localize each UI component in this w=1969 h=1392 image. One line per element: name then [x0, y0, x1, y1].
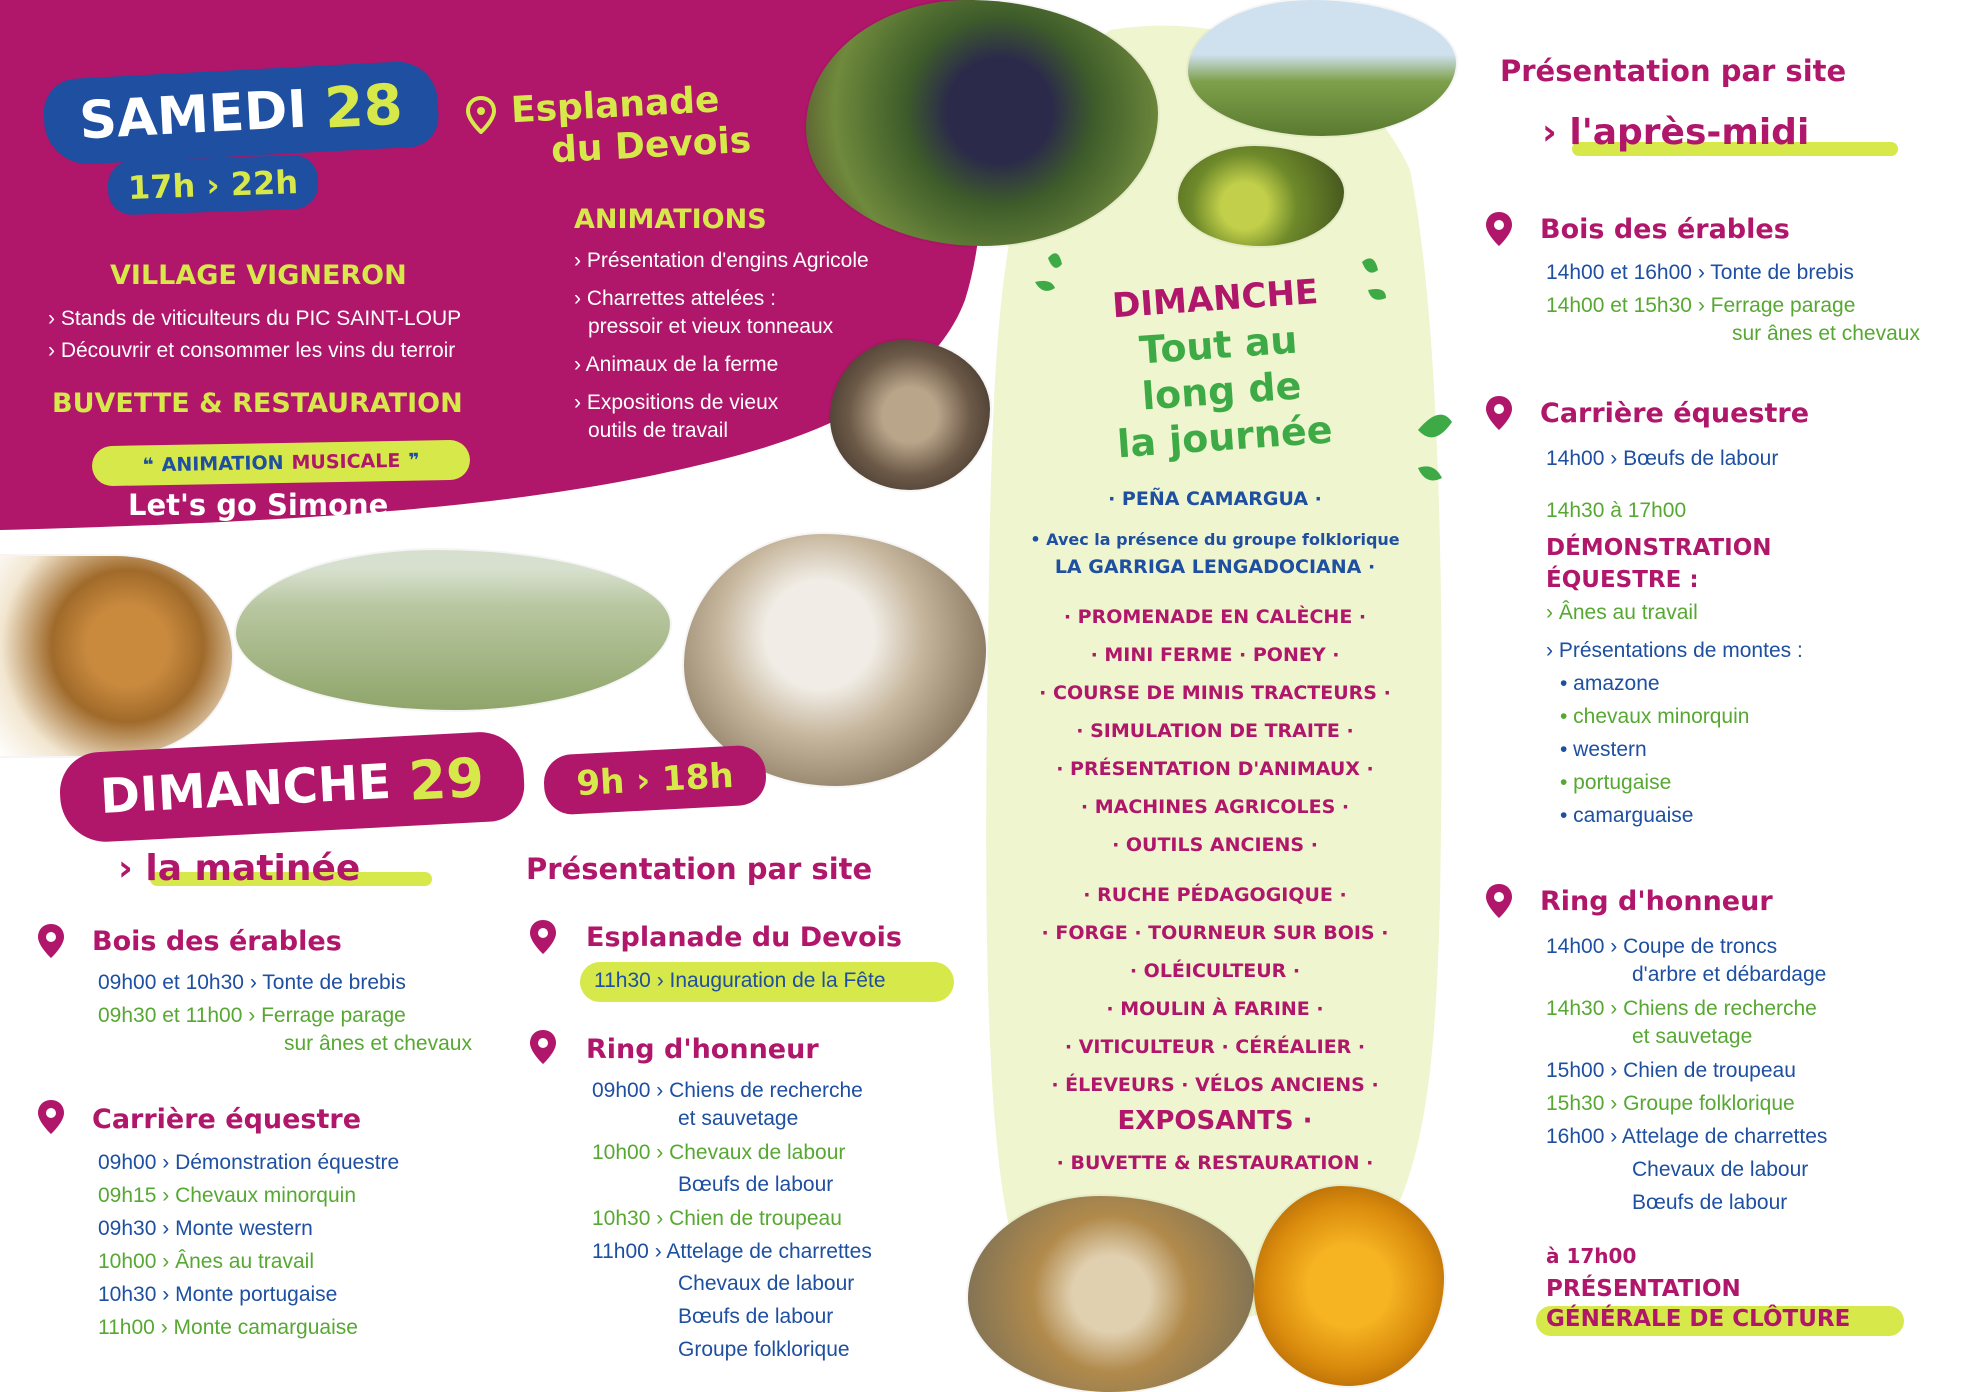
location-pin-icon	[528, 1028, 558, 1066]
center-title-line1: DIMANCHE	[1110, 272, 1320, 327]
time: 10h00	[98, 1250, 157, 1273]
center-item-15: · BUVETTE & RESTAURATION ·	[1056, 1152, 1374, 1174]
time: 11h30	[594, 969, 651, 992]
location-pin-icon	[528, 918, 558, 956]
middle-site-2-line-1	[592, 1078, 863, 1104]
pena-camargua: · PEÑA CAMARGUA ·	[1108, 488, 1322, 510]
demo-item-2: › Présentations de montes :	[1546, 639, 1803, 662]
time: 09h30 et 11h00	[98, 1004, 243, 1027]
buvette-title: BUVETTE & RESTAURATION	[52, 388, 463, 419]
time: 14h00	[1546, 935, 1605, 958]
matinee-site-1-line-2	[98, 1003, 406, 1029]
center-item-2: · MINI FERME · PONEY ·	[1090, 644, 1340, 666]
center-item-13: · ÉLEVEURS · VÉLOS ANCIENS ·	[1051, 1074, 1379, 1096]
text: › Tonte de brebis	[1697, 261, 1854, 284]
time: 09h15	[98, 1184, 157, 1207]
afternoon-ring-name: Ring d'honneur	[1540, 886, 1773, 917]
text: et sauvetage	[1632, 1025, 1753, 1048]
presence-note: • Avec la présence du groupe folklorique	[1030, 530, 1400, 549]
afternoon-carriere-name: Carrière équestre	[1540, 398, 1810, 429]
monte-3: • western	[1560, 738, 1647, 761]
middle-site-2-line-6	[592, 1239, 872, 1265]
closing-line2: GÉNÉRALE DE CLÔTURE	[1546, 1306, 1851, 1332]
matinee-site-2-line-2	[98, 1183, 356, 1209]
time: 09h00	[592, 1079, 651, 1102]
right-presentation-title: Présentation par site	[1500, 54, 1847, 88]
text: et sauvetage	[678, 1107, 799, 1130]
center-title-line2: Tout au	[1137, 317, 1299, 373]
monte-5: • camarguaise	[1560, 804, 1694, 827]
village-item-1: › Stands de viticulteurs du PIC SAINT-LOUP	[48, 307, 462, 330]
time: 09h30	[98, 1217, 157, 1240]
text: › Groupe folklorique	[1610, 1092, 1795, 1115]
sunday-hours-badge	[543, 744, 768, 816]
time: 15h30	[1546, 1092, 1605, 1115]
afternoon-ring-line-4	[1632, 1024, 1752, 1050]
center-item-1: · PROMENADE EN CALÈCHE ·	[1063, 606, 1367, 628]
text: Chevaux de labour	[678, 1272, 855, 1295]
text: › Monte camarguaise	[160, 1316, 358, 1339]
matinee-site-2-line-5	[98, 1282, 337, 1308]
time: 14h00	[1546, 447, 1605, 470]
demo-title	[1546, 532, 1772, 596]
demo-title-line1: DÉMONSTRATION	[1546, 535, 1772, 561]
matinee-site-1-name: Bois des érables	[92, 926, 342, 957]
music-badge	[92, 440, 471, 487]
text: Bœufs de labour	[1632, 1191, 1788, 1214]
monte-4: • portugaise	[1560, 771, 1672, 794]
center-item-14: EXPOSANTS ·	[1117, 1106, 1313, 1136]
animation-item-1: › Présentation d'engins Agricole	[574, 249, 869, 272]
time: 09h00 et 10h30	[98, 971, 244, 994]
time: 14h00 et 15h30	[1546, 294, 1692, 317]
time: 11h00	[98, 1316, 155, 1339]
text: Chevaux de labour	[1632, 1158, 1809, 1181]
afternoon-bois-line-3	[1732, 321, 1920, 347]
animation-item-5: › Expositions de vieux	[574, 391, 779, 414]
text: Bœufs de labour	[678, 1305, 834, 1328]
afternoon-carriere-line-1	[1546, 446, 1778, 472]
garriga-group: LA GARRIGA LENGADOCIANA ·	[1054, 556, 1376, 578]
center-item-9: · FORGE · TOURNEUR SUR BOIS ·	[1041, 922, 1389, 944]
quote-close-icon: ❞	[408, 449, 420, 472]
monte-2: • chevaux minorquin	[1560, 705, 1750, 728]
center-item-11: · MOULIN À FARINE ·	[1106, 998, 1324, 1020]
animations-title: ANIMATIONS	[574, 204, 767, 235]
middle-site-2-line-4	[678, 1172, 833, 1198]
afternoon-ring-line-2	[1632, 962, 1826, 988]
afternoon-bois-line-1	[1546, 260, 1854, 286]
text: › Chevaux minorquin	[162, 1184, 357, 1207]
middle-site-2-line-3	[592, 1140, 845, 1166]
afternoon-ring-line-7	[1546, 1124, 1827, 1150]
center-title	[1054, 265, 1386, 471]
closing-time: à 17h00	[1546, 1244, 1637, 1268]
text: › Chien de troupeau	[656, 1207, 842, 1230]
text: › Monte portugaise	[162, 1283, 338, 1306]
monte-1: • amazone	[1560, 672, 1660, 695]
center-item-8: · RUCHE PÉDAGOGIQUE ·	[1083, 884, 1347, 906]
demo-item-1: › Ânes au travail	[1546, 601, 1698, 624]
time: 11h00	[592, 1240, 649, 1263]
text: sur ânes et chevaux	[284, 1032, 472, 1055]
middle-site-2-line-5	[592, 1206, 842, 1232]
text: › Chiens de recherche	[656, 1079, 863, 1102]
text: › Chiens de recherche	[1610, 997, 1817, 1020]
text: › Chien de troupeau	[1610, 1059, 1796, 1082]
middle-site-1-name: Esplanade du Devois	[586, 922, 902, 953]
text: › Ferrage parage	[248, 1004, 406, 1027]
text: › Ferrage parage	[1697, 294, 1856, 317]
text: › Monte western	[162, 1217, 313, 1240]
music-badge-part2: MUSICALE	[291, 449, 401, 474]
animation-item-4: › Animaux de la ferme	[574, 353, 779, 376]
saturday-day: SAMEDI	[77, 79, 309, 152]
time: 10h30	[592, 1207, 651, 1230]
text: › Attelage de charrettes	[654, 1240, 872, 1263]
afternoon-ring-line-3	[1546, 996, 1817, 1022]
location-pin-icon	[466, 96, 496, 134]
saturday-location-line2: du Devois	[550, 119, 753, 172]
text: d'arbre et débardage	[1632, 963, 1827, 986]
quote-open-icon: ❝	[142, 454, 154, 477]
time: 10h30	[98, 1283, 157, 1306]
matinee-site-2-line-4	[98, 1249, 314, 1275]
middle-site-2-line-9	[678, 1337, 850, 1363]
location-pin-icon	[1484, 882, 1514, 920]
center-item-7: · OUTILS ANCIENS ·	[1112, 834, 1318, 856]
time: 16h00	[1546, 1125, 1605, 1148]
center-item-4: · SIMULATION DE TRAITE ·	[1076, 720, 1354, 742]
saturday-location	[510, 78, 752, 174]
location-pin-icon	[1484, 210, 1514, 248]
center-item-12: · VITICULTEUR · CÉRÉALIER ·	[1064, 1036, 1366, 1058]
sunday-day: DIMANCHE	[98, 753, 393, 826]
center-title-line3: long de	[1140, 363, 1303, 419]
center-item-5: · PRÉSENTATION D'ANIMAUX ·	[1056, 758, 1374, 780]
afternoon-ring-line-8	[1632, 1157, 1808, 1183]
afternoon-ring-line-5	[1546, 1058, 1796, 1084]
village-item-2: › Découvrir et consommer les vins du terroir	[48, 339, 456, 362]
saturday-location-line1: Esplanade	[509, 79, 721, 132]
sunday-hours: 9h › 18h	[575, 755, 735, 805]
apres-midi-title: › l'après-midi	[1542, 112, 1810, 153]
center-item-6: · MACHINES AGRICOLES ·	[1080, 796, 1350, 818]
grain-photo	[0, 556, 232, 756]
matinee-site-1-line-1	[98, 970, 406, 996]
animation-item-2: › Charrettes attelées :	[574, 287, 776, 310]
center-item-10: · OLÉICULTEUR ·	[1129, 960, 1301, 982]
time: 14h00 et 16h00	[1546, 261, 1692, 284]
demo-title-line2: ÉQUESTRE :	[1546, 567, 1699, 593]
demo-time: 14h30 à 17h00	[1546, 499, 1687, 522]
closing-line1: PRÉSENTATION	[1546, 1276, 1741, 1302]
matinee-site-2-line-1	[98, 1150, 399, 1176]
text: › Chevaux de labour	[656, 1141, 846, 1164]
middle-presentation-title: Présentation par site	[526, 852, 873, 886]
matinee-title: › la matinée	[118, 848, 361, 889]
text: › Attelage de charrettes	[1610, 1125, 1828, 1148]
matinee-site-2-line-3	[98, 1216, 313, 1242]
location-pin-icon	[36, 922, 66, 960]
afternoon-bois-name: Bois des érables	[1540, 214, 1790, 245]
village-title: VILLAGE VIGNERON	[110, 260, 407, 291]
inauguration-line	[594, 968, 886, 994]
sunday-date: 29	[407, 745, 486, 813]
text: › Inauguration de la Fête	[656, 969, 886, 992]
middle-site-2-line-7	[678, 1271, 854, 1297]
text: › Coupe de troncs	[1610, 935, 1778, 958]
matinee-site-1-line-3	[284, 1031, 472, 1057]
matinee-site-2-line-6	[98, 1315, 358, 1341]
middle-site-2-name: Ring d'honneur	[586, 1034, 819, 1065]
text: › Tonte de brebis	[249, 971, 406, 994]
center-title-line4: la journée	[1115, 407, 1334, 467]
text: sur ânes et chevaux	[1732, 322, 1920, 345]
saturday-date: 28	[322, 72, 405, 142]
animation-item-3: pressoir et vieux tonneaux	[588, 315, 834, 338]
middle-site-2-line-8	[678, 1304, 833, 1330]
location-pin-icon	[1484, 394, 1514, 432]
center-item-3: · COURSE DE MINIS TRACTEURS ·	[1039, 682, 1391, 704]
afternoon-ring-line-1	[1546, 934, 1777, 960]
music-band: Let's go Simone	[128, 488, 389, 522]
middle-site-2-line-2	[678, 1106, 798, 1132]
closing-title	[1546, 1274, 1850, 1334]
saturday-hours-badge	[107, 154, 319, 215]
time: 09h00	[98, 1151, 157, 1174]
text: › Bœufs de labour	[1610, 447, 1779, 470]
music-badge-part1: ANIMATION	[161, 451, 284, 477]
afternoon-ring-line-9	[1632, 1190, 1787, 1216]
text: › Ânes au travail	[162, 1250, 314, 1273]
animation-item-6: outils de travail	[588, 419, 729, 442]
afternoon-bois-line-2	[1546, 293, 1855, 319]
time: 14h30	[1546, 997, 1605, 1020]
matinee-site-2-name: Carrière équestre	[92, 1104, 362, 1135]
afternoon-ring-line-6	[1546, 1091, 1795, 1117]
text: Groupe folklorique	[678, 1338, 850, 1361]
saturday-hours: 17h › 22h	[127, 163, 299, 207]
time: 10h00	[592, 1141, 651, 1164]
location-pin-icon	[36, 1098, 66, 1136]
text: Bœufs de labour	[678, 1173, 834, 1196]
time: 15h00	[1546, 1059, 1605, 1082]
text: › Démonstration équestre	[162, 1151, 400, 1174]
